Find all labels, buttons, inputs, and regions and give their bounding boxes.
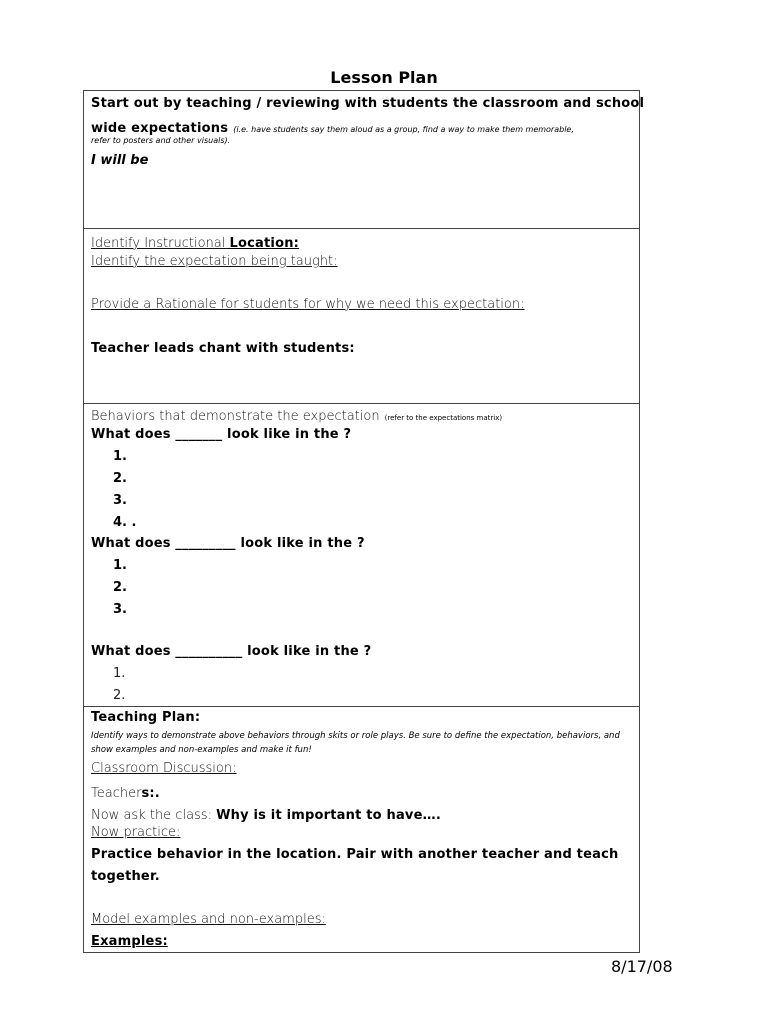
location-line <box>91 232 299 251</box>
now-practice: Now practice: <box>91 825 181 840</box>
behaviors-note: (refer to the expectations matrix) <box>384 414 503 422</box>
intro-note: (i.e. have students say them aloud as a group, find a way to make them memorable, <box>233 125 574 134</box>
behaviors-line <box>91 405 502 424</box>
i-will-be: I will be <box>91 153 149 168</box>
ask-line <box>91 804 441 823</box>
q1-item-3: 3. <box>113 493 127 508</box>
behaviors-label: Behaviors that demonstrate the expectation <box>91 409 380 424</box>
classroom-discussion: Classroom Discussion: <box>91 761 237 776</box>
q1-item-1: 1. <box>113 449 127 464</box>
intro-note-continued: refer to posters and other visuals). <box>91 136 231 145</box>
ask-prefix: Now ask the class: <box>91 808 217 823</box>
teachers-prefix: Teacher <box>91 786 142 801</box>
practice-line-2: together. <box>91 869 160 884</box>
practice-line-1: Practice behavior in the location. Pair with another teacher and teach <box>91 847 619 862</box>
expectation-line: Identify the expectation being taught: <box>91 254 338 269</box>
q2-item-1: 1. <box>113 558 127 573</box>
question-3: What does __________ look like in the ? <box>91 644 372 659</box>
location-cell <box>84 229 639 404</box>
document-date: 8/17/08 <box>611 957 673 976</box>
wide-expectations-label: wide expectations <box>91 121 229 136</box>
q2-item-3: 3. <box>113 602 127 617</box>
q3-item-1: 1. <box>113 666 126 681</box>
location-prefix: Identify Instructional <box>91 236 230 251</box>
intro-line-2 <box>91 117 574 136</box>
question-2: What does _________ look like in the ? <box>91 536 365 551</box>
teaching-plan-note: Identify ways to demonstrate above behaviors through skits or role plays. Be sure to define the expectation, behaviors, and show examples and non-examples and make it fun! <box>91 731 620 755</box>
question-1: What does _______ look like in the ? <box>91 427 352 442</box>
behaviors-cell <box>84 404 639 707</box>
teachers-line <box>91 782 160 801</box>
expectations-cell <box>84 91 645 229</box>
chant-line: Teacher leads chant with students: <box>91 341 355 356</box>
teaching-plan-heading: Teaching Plan: <box>91 710 201 725</box>
intro-line-1: Start out by teaching / reviewing with students the classroom and school <box>91 96 645 111</box>
lesson-plan-table <box>83 90 645 953</box>
rationale-line: Provide a Rationale for students for why we need this expectation: <box>91 297 525 312</box>
examples-label: Examples: <box>91 934 168 949</box>
q2-item-2: 2. <box>113 580 127 595</box>
ask-question: Why is it important to have…. <box>216 808 441 823</box>
location-label: Location: <box>229 236 300 251</box>
teachers-suffix: s:. <box>141 786 160 801</box>
model-examples: Model examples and non-examples: <box>91 912 326 927</box>
page-title: Lesson Plan <box>330 68 438 87</box>
q1-item-4: 4. . <box>113 515 137 530</box>
q3-item-2: 2. <box>113 688 126 703</box>
teaching-plan-cell <box>84 707 639 952</box>
q1-item-2: 2. <box>113 471 127 486</box>
